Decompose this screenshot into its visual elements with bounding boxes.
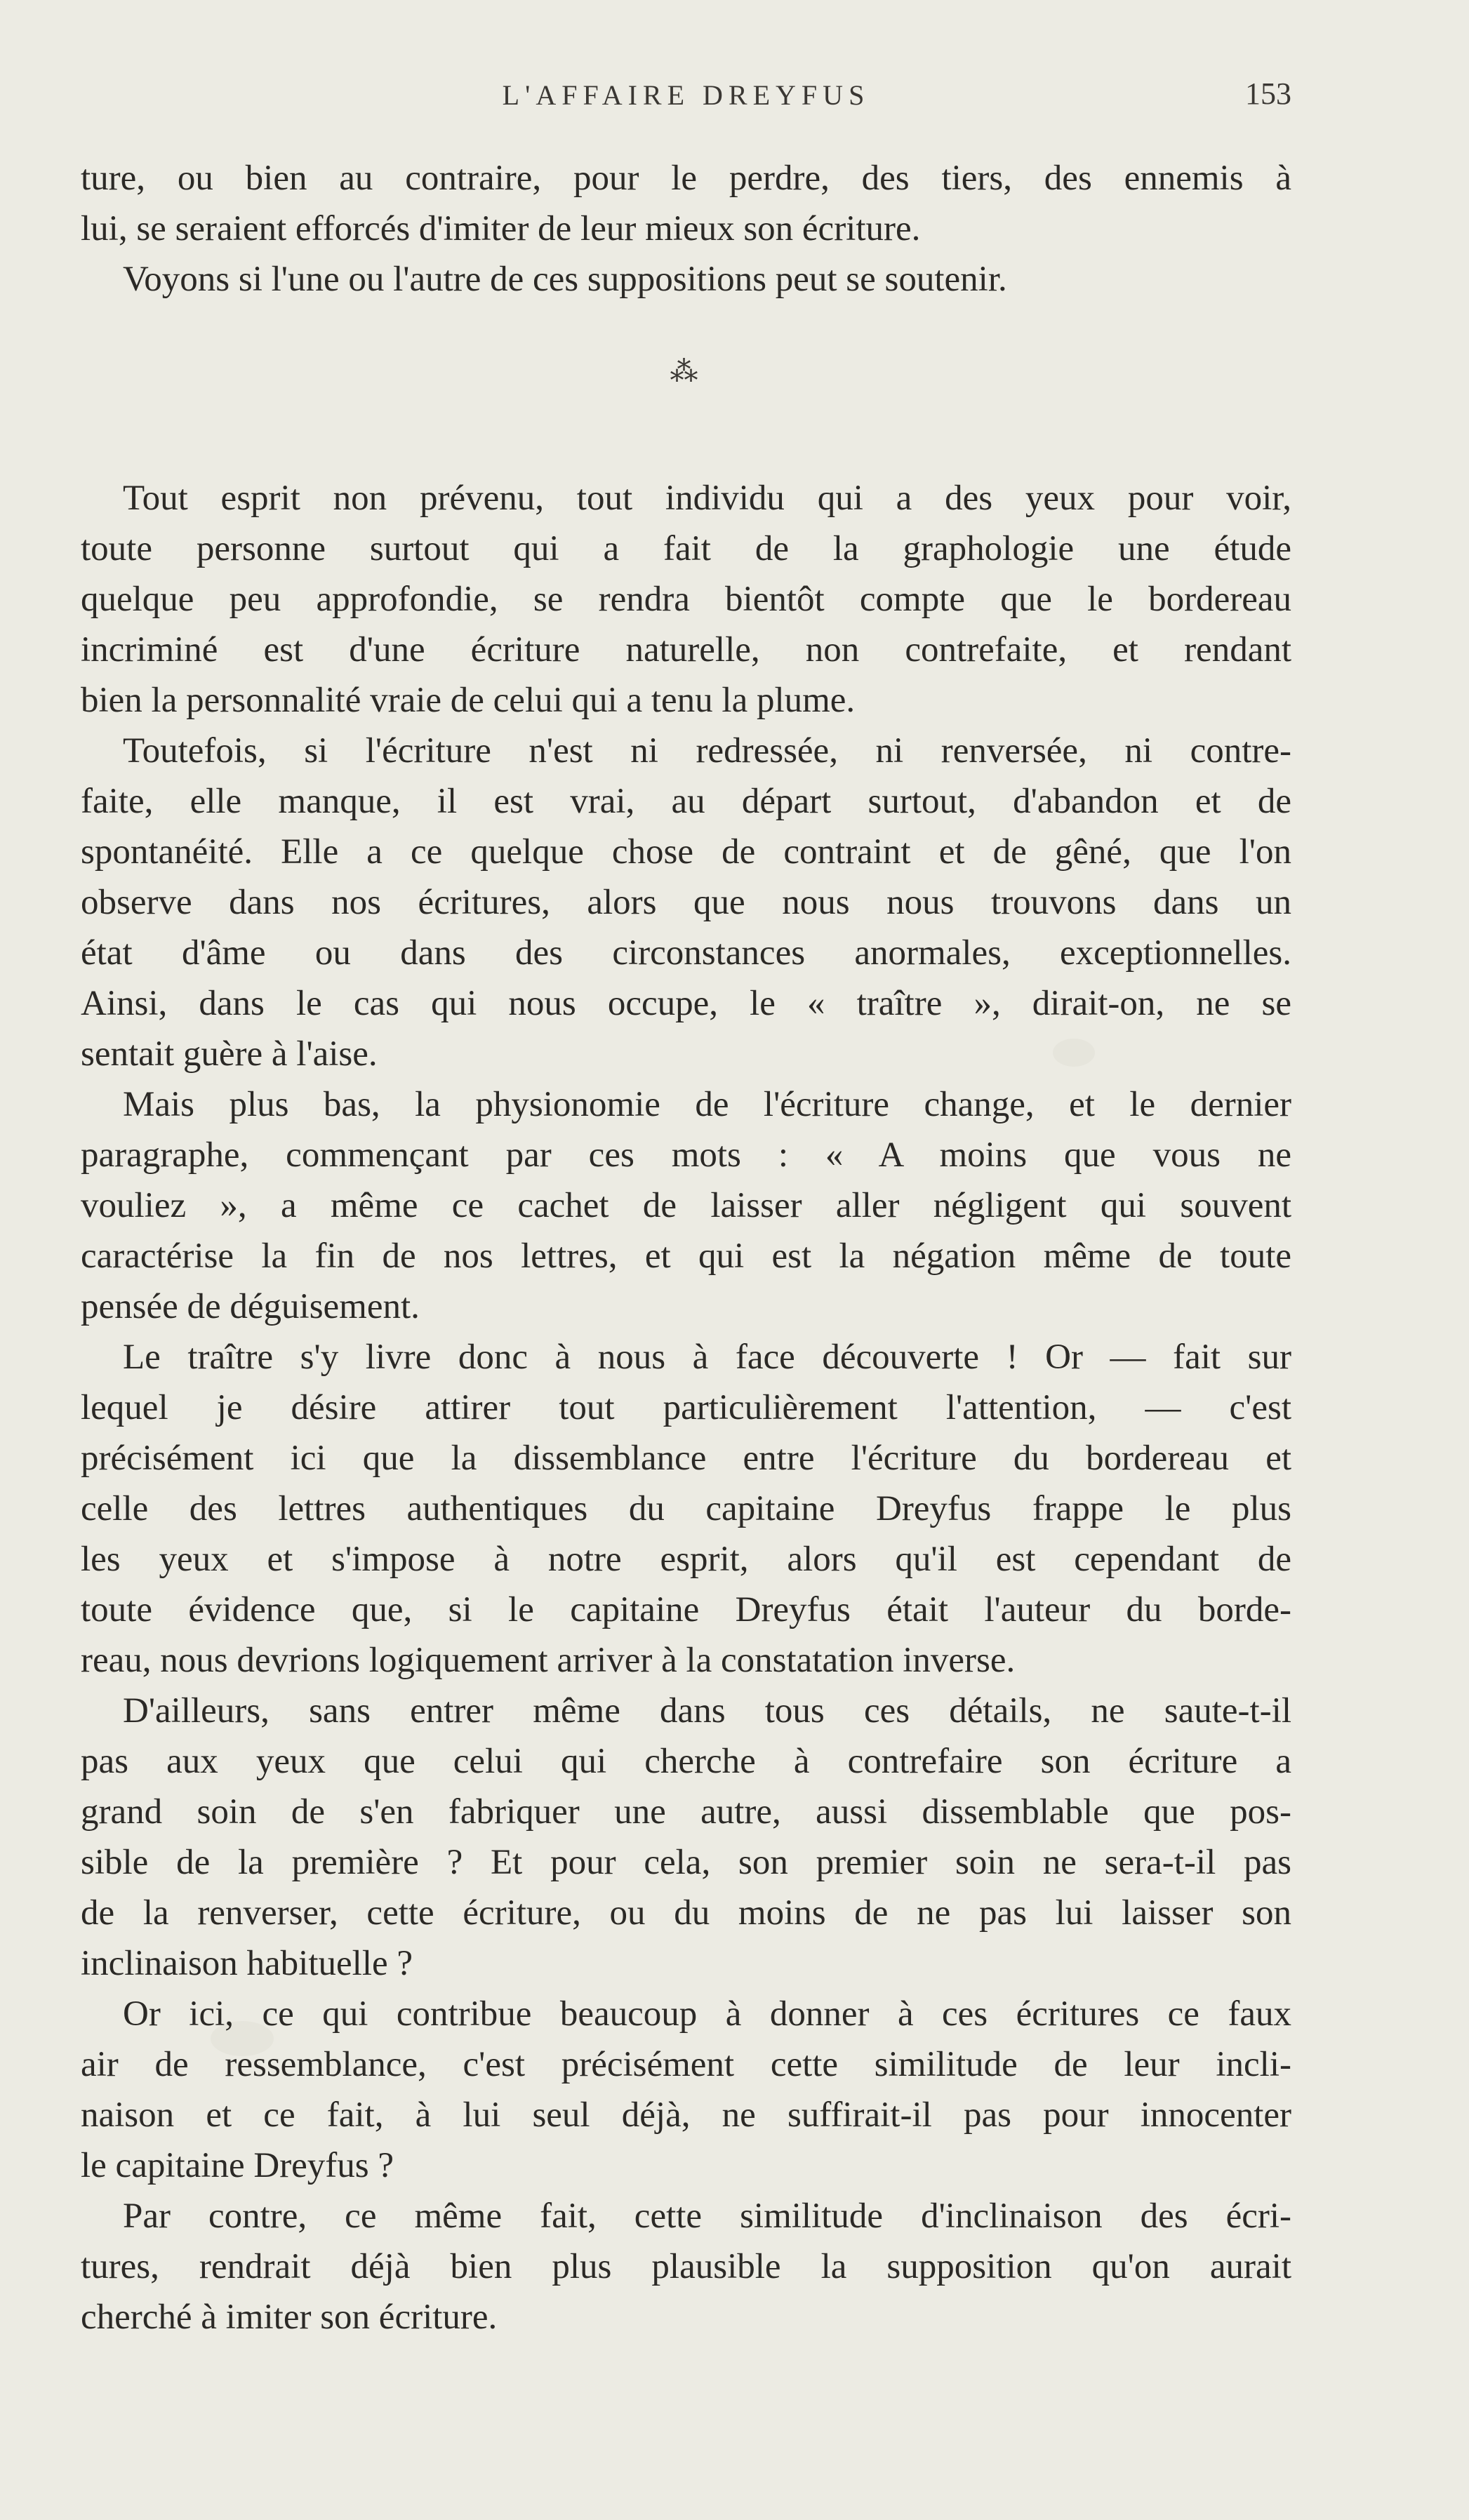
text-line: Mais plus bas, la physionomie de l'écriture change, et le dernier [123, 1085, 1291, 1124]
section-asterism [81, 305, 1291, 473]
text-line: faite, elle manque, il est vrai, au départ surtout, d'abandon et de [81, 782, 1291, 821]
text-line: air de ressemblance, c'est précisément cette similitude de leur incli- [81, 2045, 1291, 2084]
paragraph [81, 2191, 1291, 2342]
text-line: observe dans nos écritures, alors que nous nous trouvons dans un [81, 883, 1291, 922]
text-line: de la renverser, cette écriture, ou du moins de ne pas lui laisser son [81, 1893, 1291, 1933]
text-line: Or ici, ce qui contribue beaucoup à donner à ces écritures ce faux [123, 1994, 1291, 2034]
paragraph [81, 1079, 1291, 1332]
text-line: sentait guère à l'aise. [81, 1034, 378, 1074]
text-line: D'ailleurs, sans entrer même dans tous ces détails, ne saute-t-il [123, 1691, 1291, 1731]
text-line: le capitaine Dreyfus ? [81, 2146, 394, 2185]
text-line: toute évidence que, si le capitaine Dreyfus était l'auteur du borde- [81, 1590, 1291, 1629]
paragraph [81, 473, 1291, 726]
paragraph [81, 726, 1291, 1079]
text-line: lui, se seraient efforcés d'imiter de leur mieux son écriture. [81, 209, 921, 248]
paragraph [81, 254, 1291, 305]
text-line: Par contre, ce même fait, cette similitude d'inclinaison des écri- [123, 2196, 1291, 2236]
text-line: naison et ce fait, à lui seul déjà, ne suffirait-il pas pour innocenter [81, 2095, 1291, 2135]
paragraph [81, 1332, 1291, 1686]
text-line: ture, ou bien au contraire, pour le perdre, des tiers, des ennemis à [81, 159, 1291, 198]
text-line: vouliez », a même ce cachet de laisser aller négligent qui souvent [81, 1186, 1291, 1225]
text-line: les yeux et s'impose à notre esprit, alors qu'il est cependant de [81, 1540, 1291, 1579]
text-line: reau, nous devrions logiquement arriver à la constatation inverse. [81, 1641, 1016, 1680]
body-text [81, 153, 1291, 2342]
text-line: grand soin de s'en fabriquer une autre, aussi dissemblable que pos- [81, 1792, 1291, 1832]
text-line: spontanéité. Elle a ce quelque chose de contraint et de gêné, que l'on [81, 832, 1291, 872]
text-line: quelque peu approfondie, se rendra bientôt compte que le bordereau [81, 580, 1291, 619]
text-line: Tout esprit non prévenu, tout individu qui a des yeux pour voir, [123, 479, 1291, 518]
text-line: tures, rendrait déjà bien plus plausible la supposition qu'on aurait [81, 2247, 1291, 2286]
text-line: précisément ici que la dissemblance entre l'écriture du bordereau et [81, 1439, 1291, 1478]
text-line: Ainsi, dans le cas qui nous occupe, le « traître », dirait-on, ne se [81, 984, 1291, 1023]
text-line: Voyons si l'une ou l'autre de ces suppositions peut se soutenir. [123, 260, 1007, 299]
running-title: L'AFFAIRE DREYFUS [502, 79, 870, 111]
text-line: bien la personnalité vraie de celui qui a tenu la plume. [81, 681, 856, 720]
paragraph [81, 153, 1291, 254]
asterism-glyph: ⁂ [670, 356, 703, 387]
text-line: cherché à imiter son écriture. [81, 2298, 498, 2337]
page-header [81, 76, 1291, 121]
page-number: 153 [1245, 76, 1291, 111]
text-line: pas aux yeux que celui qui cherche à contrefaire son écriture a [81, 1742, 1291, 1781]
text-line: celle des lettres authentiques du capitaine Dreyfus frappe le plus [81, 1489, 1291, 1528]
text-line: inclinaison habituelle ? [81, 1944, 413, 1983]
text-line: incriminé est d'une écriture naturelle, non contrefaite, et rendant [81, 630, 1291, 669]
text-line: pensée de déguisement. [81, 1287, 420, 1326]
text-line: toute personne surtout qui a fait de la graphologie une étude [81, 529, 1291, 568]
text-line: caractérise la fin de nos lettres, et qui est la négation même de toute [81, 1236, 1291, 1276]
text-line: lequel je désire attirer tout particulièrement l'attention, — c'est [81, 1388, 1291, 1427]
text-line: Le traître s'y livre donc à nous à face découverte ! Or — fait sur [123, 1338, 1291, 1377]
paragraph [81, 1686, 1291, 1989]
text-line: paragraphe, commençant par ces mots : « A moins que vous ne [81, 1135, 1291, 1175]
text-line: état d'âme ou dans des circonstances anormales, exceptionnelles. [81, 933, 1291, 973]
text-line: sible de la première ? Et pour cela, son premier soin ne sera-t-il pas [81, 1843, 1291, 1882]
paragraph [81, 1989, 1291, 2191]
text-line: Toutefois, si l'écriture n'est ni redressée, ni renversée, ni contre- [123, 731, 1291, 771]
